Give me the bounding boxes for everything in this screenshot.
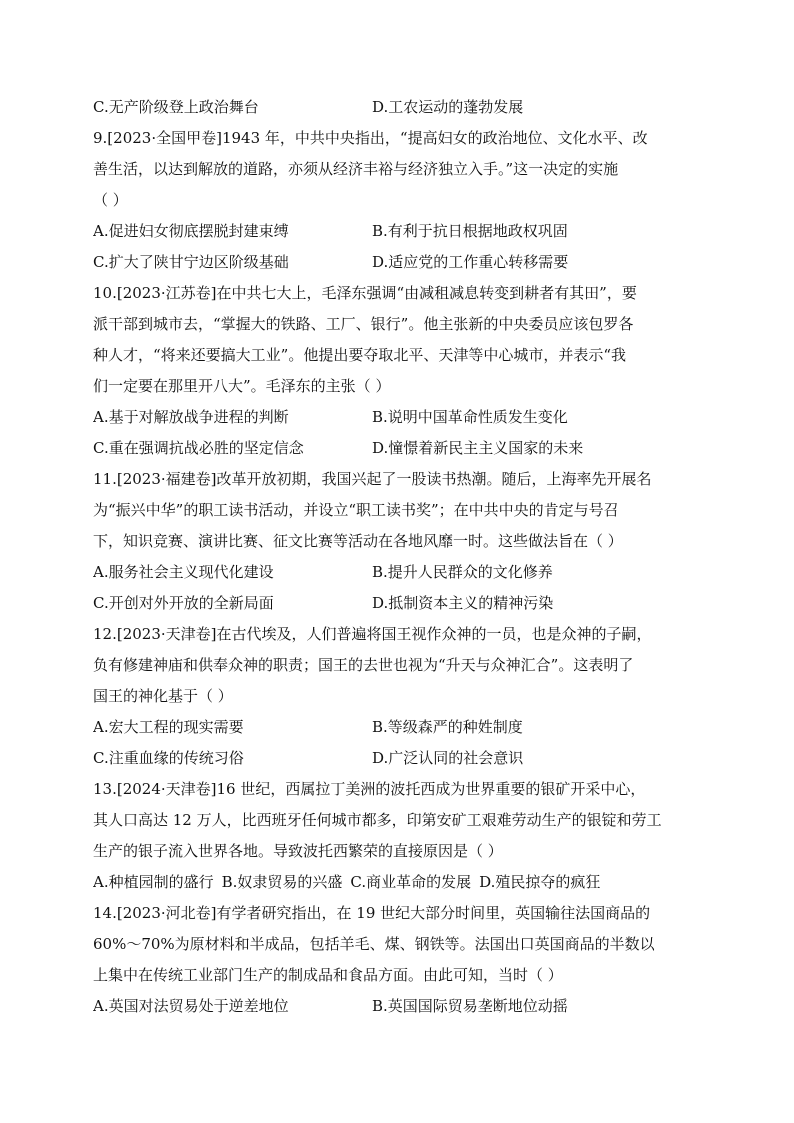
stem-line: 13.[2024·天津卷]16 世纪，西属拉丁美洲的波托西成为世界重要的银矿开采中心， <box>93 780 646 798</box>
answer-option[interactable]: C.无产阶级登上政治舞台 <box>93 98 259 116</box>
stem-line: （ ） <box>93 191 128 209</box>
stem-line: 们一定要在那里开八大”。毛泽东的主张（ ） <box>93 377 391 395</box>
answer-option[interactable]: D.憧憬着新民主主义国家的未来 <box>372 439 584 457</box>
options-row <box>93 867 713 898</box>
question-stem <box>93 464 713 557</box>
answer-option[interactable]: B.奴隶贸易的兴盛 <box>221 873 343 891</box>
options-row <box>93 402 713 433</box>
stem-line: 10.[2023·江苏卷]在中共七大上，毛泽东强调“由减租减息转变到耕者有其田”，要 <box>93 284 637 302</box>
stem-line: 9.[2023·全国甲卷]1943 年，中共中央指出，“提高妇女的政治地位、文化水平、改 <box>93 129 648 147</box>
answer-option[interactable]: D.抵制资本主义的精神污染 <box>372 594 554 612</box>
question-stem <box>93 774 713 867</box>
question-list <box>93 92 713 1022</box>
answer-option[interactable]: C.重在强调抗战必胜的坚定信念 <box>93 439 304 457</box>
question-stem <box>93 123 713 216</box>
options-row <box>93 991 713 1022</box>
answer-option[interactable]: B.有利于抗日根据地政权巩固 <box>372 222 568 240</box>
answer-option[interactable]: A.基于对解放战争进程的判断 <box>93 408 289 426</box>
options-row <box>93 557 713 588</box>
question-stem <box>93 619 713 712</box>
stem-line: 上集中在传统工业部门生产的制成品和食品方面。由此可知，当时（ ） <box>93 966 563 984</box>
stem-line: 国王的神化基于（ ） <box>93 687 233 705</box>
stem-line: 种人才，“将来还要搞大工业”。他提出要夺取北平、天津等中心城市，并表示“我 <box>93 346 627 364</box>
stem-line: 下，知识竞赛、演讲比赛、征文比赛等活动在各地风靡一时。这些做法旨在（ ） <box>93 532 623 550</box>
answer-option[interactable]: D.工农运动的蓬勃发展 <box>372 98 524 116</box>
answer-option[interactable]: B.提升人民群众的文化修养 <box>372 563 553 581</box>
answer-option[interactable]: B.英国国际贸易垄断地位动摇 <box>372 997 568 1015</box>
stem-line: 生产的银子流入世界各地。导致波托西繁荣的直接原因是（ ） <box>93 842 503 860</box>
stem-line: 善生活，以达到解放的道路，亦须从经济丰裕与经济独立入手。”这一决定的实施 <box>93 160 619 178</box>
answer-option[interactable]: D.广泛认同的社会意识 <box>372 749 524 767</box>
answer-option[interactable]: C.开创对外开放的全新局面 <box>93 594 274 612</box>
answer-option[interactable]: A.种植园制的盛行 <box>93 873 214 891</box>
options-row <box>93 216 713 247</box>
stem-line: 其人口高达 12 万人，比西班牙任何城市都多，印第安矿工艰难劳动生产的银锭和劳工 <box>93 811 662 829</box>
options-row <box>93 247 713 278</box>
question-stem <box>93 278 713 402</box>
stem-line: 12.[2023·天津卷]在古代埃及，人们普遍将国王视作众神的一员，也是众神的子嗣， <box>93 625 652 643</box>
answer-option[interactable]: A.宏大工程的现实需要 <box>93 718 244 736</box>
stem-line: 14.[2023·河北卷]有学者研究指出，在 19 世纪大部分时间里，英国输往法国商品的 <box>93 904 651 922</box>
answer-option[interactable]: C.扩大了陕甘宁边区阶级基础 <box>93 253 289 271</box>
stem-line: 11.[2023·福建卷]改革开放初期，我国兴起了一股读书热潮。随后，上海率先开展名 <box>93 470 652 488</box>
answer-option[interactable]: D.殖民掠夺的疯狂 <box>479 873 601 891</box>
answer-option[interactable]: C.注重血缘的传统习俗 <box>93 749 244 767</box>
answer-option[interactable]: C.商业革命的发展 <box>350 873 472 891</box>
answer-option[interactable]: A.服务社会主义现代化建设 <box>93 563 274 581</box>
question-stem <box>93 898 713 991</box>
options-row <box>93 743 713 774</box>
options-row <box>93 433 713 464</box>
answer-option[interactable]: D.适应党的工作重心转移需要 <box>372 253 569 271</box>
options-row <box>93 712 713 743</box>
stem-line: 派干部到城市去，“掌握大的铁路、工厂、银行”。他主张新的中央委员应该包罗各 <box>93 315 634 333</box>
stem-line: 为“振兴中华”的职工读书活动，并设立“职工读书奖”；在中共中央的肯定与号召 <box>93 501 619 519</box>
options-row <box>93 92 713 123</box>
answer-option[interactable]: B.说明中国革命性质发生变化 <box>372 408 568 426</box>
stem-line: 负有修建神庙和供奉众神的职责；国王的去世也视为“升天与众神汇合”。这表明了 <box>93 656 634 674</box>
answer-option[interactable]: A.英国对法贸易处于逆差地位 <box>93 997 289 1015</box>
answer-option[interactable]: A.促进妇女彻底摆脱封建束缚 <box>93 222 289 240</box>
options-row <box>93 588 713 619</box>
stem-line: 60%～70%为原材料和半成品，包括羊毛、煤、钢铁等。法国出口英国商品的半数以 <box>93 935 655 953</box>
answer-option[interactable]: B.等级森严的种姓制度 <box>372 718 523 736</box>
